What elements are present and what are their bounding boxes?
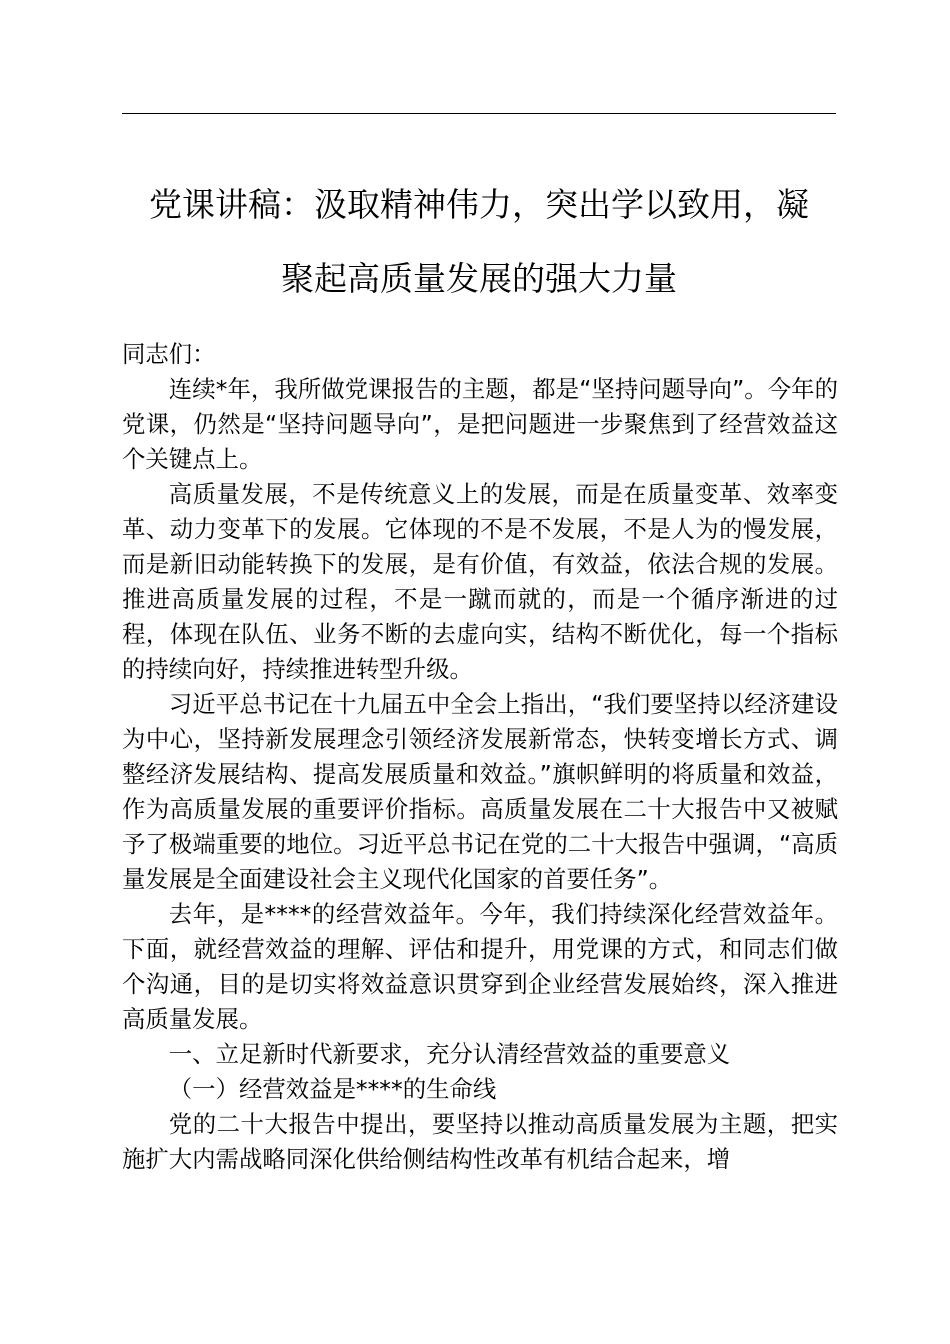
- title-line-2: 聚起高质量发展的强大力量: [281, 259, 677, 298]
- header-rule: [122, 113, 836, 114]
- title-line-1: 党课讲稿：汲取精神伟力，突出学以致用，凝: [149, 185, 809, 224]
- document-body: [122, 337, 838, 1177]
- paragraph: 去年，是****的经营效益年。今年，我们持续深化经营效益年。下面，就经营效益的理解、评估和提升，用党课的方式，和同志们做个沟通，目的是切实将效益意识贯穿到企业经营发展始终，深入推进高质量发展。: [122, 900, 838, 1033]
- paragraph: 党的二十大报告中提出，要坚持以推动高质量发展为主题，把实施扩大内需战略同深化供给侧结构性改革有机结合起来，增: [122, 1110, 838, 1173]
- section-heading: 一、立足新时代新要求，充分认清经营效益的重要意义: [168, 1040, 731, 1068]
- paragraph: 高质量发展，不是传统意义上的发展，而是在质量变革、效率变革、动力变革下的发展。它体现的不是不发展，不是人为的慢发展，而是新旧动能转换下的发展，是有价值，有效益，依法合规的发展。推进高质量发展的过程，不是一蹴而就的，而是一个循序渐进的过程，体现在队伍、业务不断的去虚向实，结构不断优化，每一个指标的持续向好，持续推进转型升级。: [122, 480, 838, 683]
- document-title: [122, 168, 836, 316]
- paragraph: 习近平总书记在十九届五中全会上指出，“我们要坚持以经济建设为中心，坚持新发展理念引领经济发展新常态，快转变增长方式、调整经济发展结构、提高发展质量和效益。”旗帜鲜明的将质量和效益，作为高质量发展的重要评价指标。高质量发展在二十大报告中又被赋予了极端重要的地位。习近平总书记在党的二十大报告中强调，“高质量发展是全面建设社会主义现代化国家的首要任务”。: [122, 690, 838, 893]
- paragraph: 连续*年，我所做党课报告的主题，都是“坚持问题导向”。今年的党课，仍然是“坚持问题导向”，是把问题进一步聚焦到了经营效益这个关键点上。: [122, 375, 838, 473]
- subsection-heading: （一）经营效益是****的生命线: [168, 1075, 497, 1103]
- salutation: 同志们：: [122, 340, 216, 368]
